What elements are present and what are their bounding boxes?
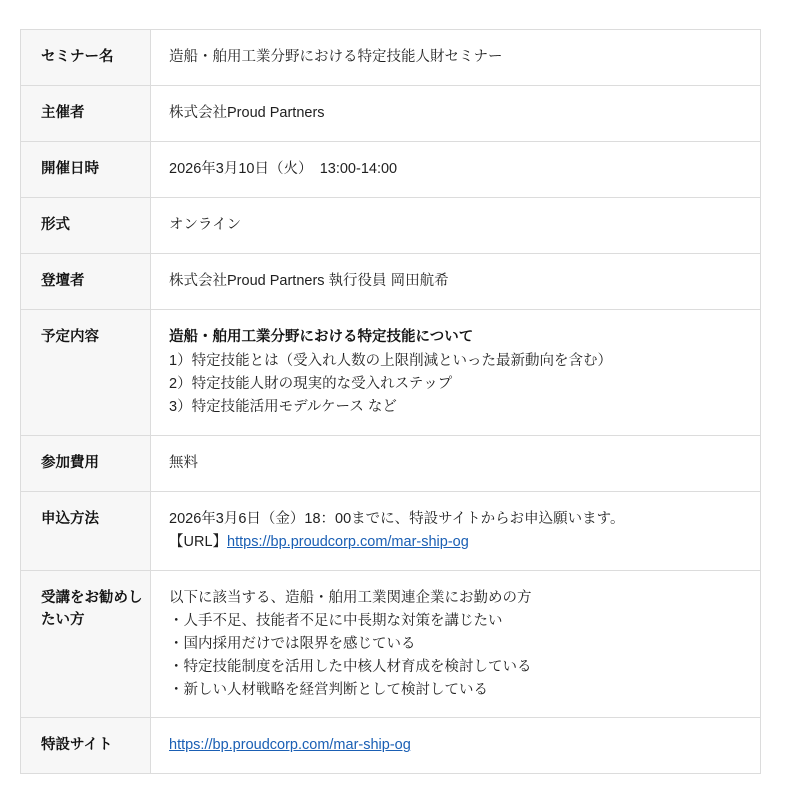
row-label-agenda: 予定内容	[21, 309, 151, 436]
value-text: 造船・舶用工業分野における特定技能人財セミナー	[169, 49, 503, 65]
application-url-line	[169, 531, 746, 554]
agenda-item: 2）特定技能人財の現実的な受入れステップ	[169, 376, 453, 393]
value-text: 2026年3月10日（火） 13:00-14:00	[169, 160, 398, 177]
seminar-details-table	[20, 29, 761, 774]
value-text: 株式会社Proud Partners	[169, 104, 325, 121]
row-label-format: 形式	[21, 197, 151, 253]
value-text: 2026年3月6日（金）18：00までに、特設サイトからお申込願います。	[169, 511, 625, 528]
special-site-link[interactable]: https://bp.proudcorp.com/mar-ship-og	[169, 737, 411, 754]
row-value-recommended-for	[151, 570, 761, 718]
row-value-agenda	[151, 309, 761, 436]
row-label-datetime: 開催日時	[21, 141, 151, 197]
row-label-seminar-name: セミナー名	[21, 30, 151, 86]
application-site-link[interactable]: https://bp.proudcorp.com/mar-ship-og	[227, 533, 469, 550]
agenda-heading: 造船・舶用工業分野における特定技能について	[169, 328, 474, 345]
row-value-special-site	[151, 718, 761, 774]
agenda-item: 3）特定技能活用モデルケース など	[169, 399, 397, 416]
row-label-special-site: 特設サイト	[21, 718, 151, 774]
recommended-line: 以下に該当する、造船・舶用工業関連企業にお勤めの方	[169, 589, 532, 606]
recommended-line: ・特定技能制度を活用した中核人材育成を検討している	[169, 658, 532, 675]
agenda-item: 1）特定技能とは（受入れ人数の上限削減といった最新動向を含む）	[169, 353, 613, 370]
table-row	[21, 436, 761, 492]
recommended-line: ・国内採用だけでは限界を感じている	[169, 635, 416, 652]
row-value-datetime	[151, 141, 761, 197]
row-value-organizer	[151, 85, 761, 141]
recommended-line: ・新しい人材戦略を経営判断として検討している	[169, 681, 488, 698]
recommended-line: ・人手不足、技能者不足に中長期な対策を講じたい	[169, 612, 503, 629]
row-value-fee	[151, 436, 761, 492]
row-label-recommended-for: 受講をお勧めしたい方	[21, 570, 151, 718]
row-label-fee: 参加費用	[21, 436, 151, 492]
table-row	[21, 85, 761, 141]
row-label-application: 申込方法	[21, 492, 151, 571]
table-row	[21, 197, 761, 253]
row-value-format	[151, 197, 761, 253]
row-value-application	[151, 492, 761, 571]
table-row	[21, 492, 761, 571]
row-label-speaker: 登壇者	[21, 253, 151, 309]
table-row	[21, 30, 761, 86]
table-row	[21, 718, 761, 774]
row-value-speaker	[151, 253, 761, 309]
value-text: オンライン	[169, 216, 242, 233]
row-value-seminar-name	[151, 30, 761, 86]
table-row	[21, 141, 761, 197]
table-row	[21, 309, 761, 436]
value-text: 無料	[169, 455, 198, 472]
url-prefix-label: 【URL】	[169, 533, 228, 550]
value-text: 株式会社Proud Partners 執行役員 岡田航希	[169, 272, 449, 289]
table-row	[21, 253, 761, 309]
table-row	[21, 570, 761, 718]
row-label-organizer: 主催者	[21, 85, 151, 141]
